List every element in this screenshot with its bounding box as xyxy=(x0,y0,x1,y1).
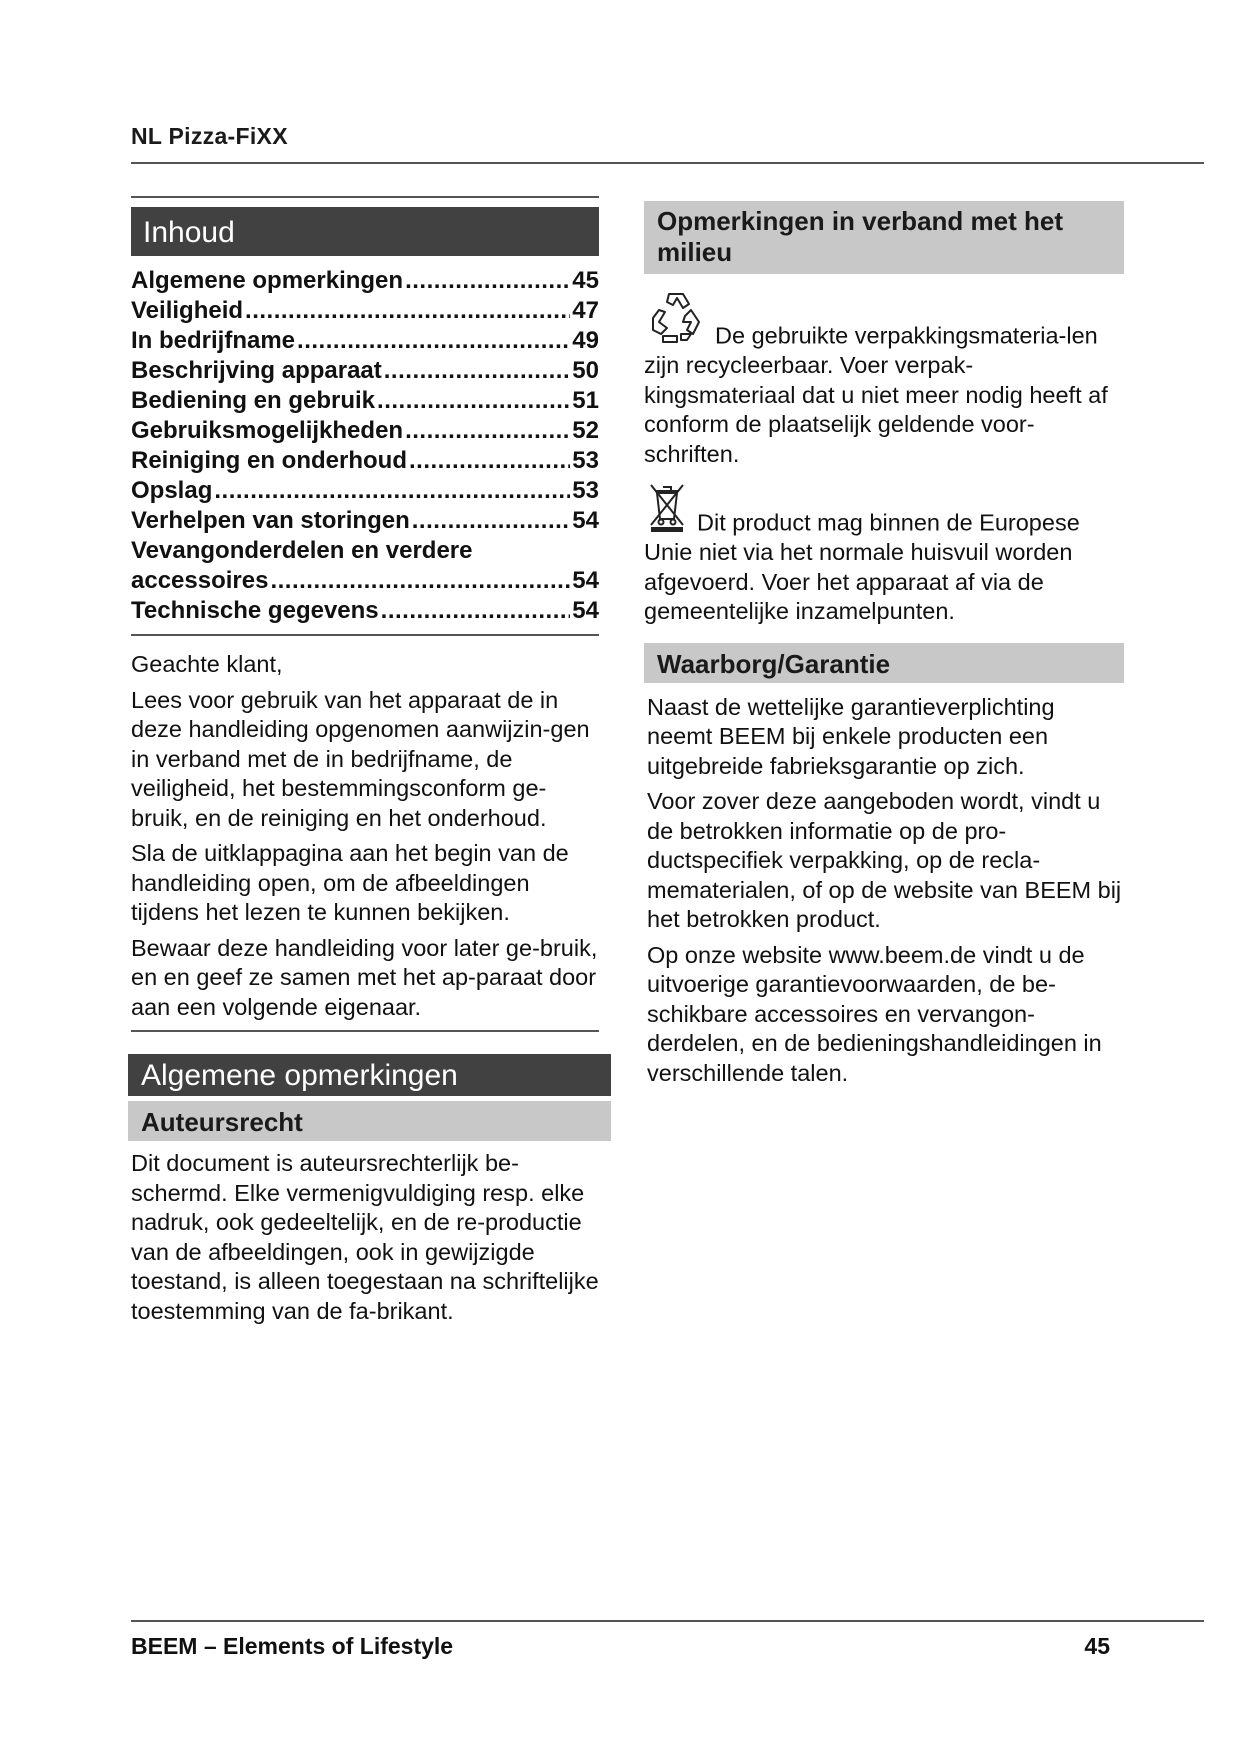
toc-item[interactable]: Vevangonderdelen en verdere accessoires ..... 54 xyxy=(131,536,599,596)
toc-bottom-rule xyxy=(131,634,599,636)
warranty-heading: Waarborg/Garantie xyxy=(644,643,1124,683)
toc-heading: Inhoud xyxy=(131,207,599,256)
right-column xyxy=(644,201,1124,1088)
toc-item[interactable]: Gebruiksmogelijkheden ..... 52 xyxy=(131,416,599,446)
toc-item[interactable]: Bediening en gebruik ..... 51 xyxy=(131,386,599,416)
intro-paragraph: Sla de uitklappagina aan het begin van de handleiding open, om de afbeeldingen tijdens het lezen te kunnen bekijken. xyxy=(131,840,569,925)
weee-block xyxy=(644,481,1124,627)
intro-paragraph: Bewaar deze handleiding voor later ge-bruik, en en geef ze samen met het ap-paraat door aan een volgende eigenaar. xyxy=(131,934,598,1020)
environment-heading: Opmerkingen in verband met het milieu xyxy=(644,201,1124,274)
page-header-title: NL Pizza-FiXX xyxy=(131,123,288,149)
general-remarks-heading: Algemene opmerkingen xyxy=(128,1054,611,1096)
crossed-bin-icon xyxy=(647,481,687,538)
warranty-paragraph: Naast de wettelijke garantieverplichting neemt BEEM bij enkele producten een uitgebreide fabrieksgarantie op zich. xyxy=(647,693,1055,779)
footer-brand: BEEM – Elements of Lifestyle xyxy=(131,1633,454,1659)
copyright-heading: Auteursrecht xyxy=(128,1101,611,1141)
intro-paragraph: Lees voor gebruik van het apparaat de in deze handleiding opgenomen aanwijzin-gen in verband met de in bedrijfname, de veiligheid, het bestemmingsconform ge-bruik, en de reiniging en het onderhoud. xyxy=(131,686,590,831)
recycle-text: De gebruikte verpakkingsmateria-len zijn recycleerbaar. Voer verpak-kingsmateriaal dat u niet meer nodig heeft af conform de plaatselijk geldende voor-schriften. xyxy=(644,322,1108,467)
weee-text: Dit product mag binnen de Europese Unie niet via het normale huisvuil worden afgevoerd. Voer het apparaat af via de gemeentelijke inzamelpunten. xyxy=(644,509,1080,624)
header-rule xyxy=(131,162,1204,164)
toc-item[interactable]: Technische gegevens ..... 54 xyxy=(131,596,599,626)
toc-item[interactable]: Opslag ..... 53 xyxy=(131,476,599,506)
toc-item-label-line1: Vevangonderdelen en verdere xyxy=(131,537,473,564)
toc-item[interactable]: Verhelpen van storingen ..... 54 xyxy=(131,506,599,536)
recycle-block xyxy=(644,290,1124,469)
left-column xyxy=(131,196,599,1326)
page-number: 45 xyxy=(1084,1633,1110,1659)
toc-top-rule xyxy=(131,196,599,198)
toc-item[interactable]: Algemene opmerkingen ..... 45 xyxy=(131,266,599,296)
footer-rule xyxy=(131,1620,1204,1622)
table-of-contents xyxy=(131,266,599,626)
greeting: Geachte klant, xyxy=(131,651,283,677)
toc-item[interactable]: In bedrijfname ..... 49 xyxy=(131,326,599,356)
toc-item[interactable]: Veiligheid ..... 47 xyxy=(131,296,599,326)
toc-item[interactable]: Reiniging en onderhoud ..... 53 xyxy=(131,446,599,476)
warranty-paragraph: Voor zover deze aangeboden wordt, vindt u de betrokken informatie op de pro-ductspecifiek verpakking, op de recla-mematerialen, of op de website van BEEM bij het betrokken product. xyxy=(647,788,1122,932)
recycle-icon xyxy=(647,290,705,351)
intro-bottom-rule xyxy=(131,1030,599,1032)
warranty-paragraph: Op onze website www.beem.de vindt u de uitvoerige garantievoorwaarden, de be-schikbare accessoires en vervangon-derdelen, en de bedieningshandleidingen in verschillende talen. xyxy=(647,941,1102,1086)
copyright-text: Dit document is auteursrechterlijk be-schermd. Elke vermenigvuldiging resp. elke nadruk, ook gedeeltelijk, en de re-productie van de afbeeldingen, ook in gewijzigde toestand, is alleen toegestaan na schriftelijke toestemming van de fa-brikant. xyxy=(131,1150,599,1324)
toc-item[interactable]: Beschrijving apparaat ..... 50 xyxy=(131,356,599,386)
